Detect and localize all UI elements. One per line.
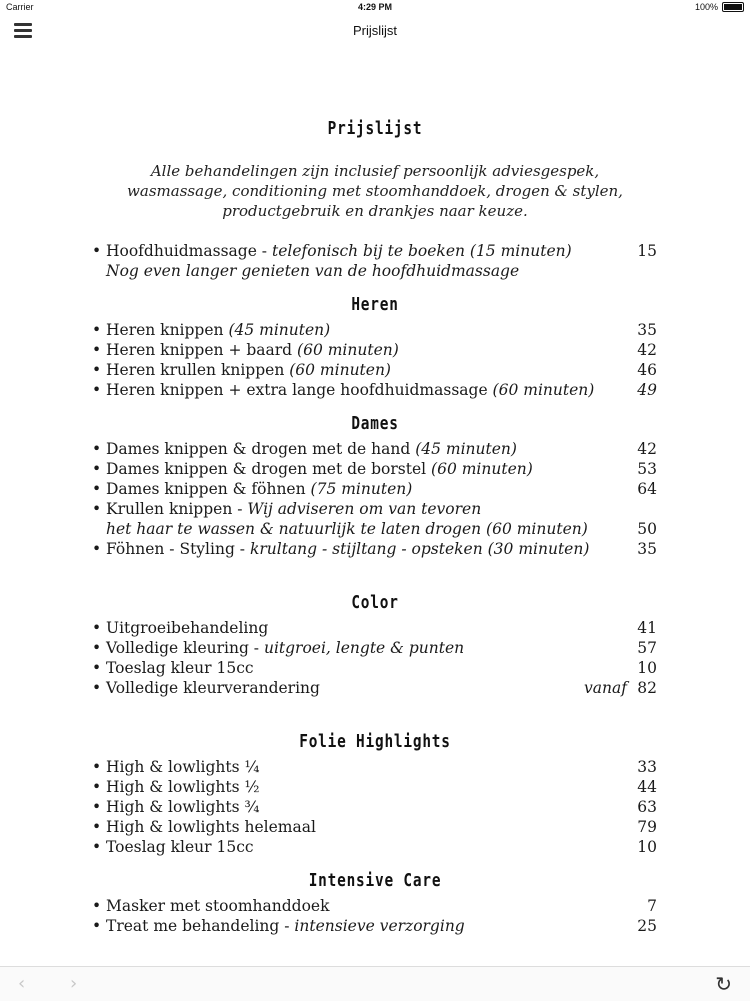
list-item: • High & lowlights ¼ 33 [92, 758, 657, 776]
doc-title: Prijslijst [327, 118, 423, 139]
price-list-document [0, 48, 750, 966]
list-item: • Dames knippen & drogen met de hand (45 minuten) 42 [92, 440, 657, 458]
price: 15 [637, 242, 657, 260]
section-heading-folie: Folie Highlights [299, 731, 451, 752]
list-item: • Dames knippen & föhnen (75 minuten) 64 [92, 480, 657, 498]
intro-text: Alle behandelingen zijn inclusief persoonlijk adviesgespek, wasmassage, conditioning met stoomhanddoek, drogen & stylen, productgebruik en drankjes naar keuze. [127, 162, 623, 220]
battery-percent: 100% [694, 2, 718, 12]
list-item: • Volledige kleuring - uitgroei, lengte & punten 57 [92, 639, 657, 657]
list-item: • Uitgroeibehandeling 41 [92, 619, 657, 637]
list-item: • Masker met stoomhanddoek 7 [92, 897, 657, 915]
bottom-toolbar [0, 966, 750, 1001]
back-arrow-icon[interactable]: ‹ [18, 973, 26, 994]
section-heading-dames: Dames [351, 413, 399, 434]
list-item: • Heren knippen + baard (60 minuten) 42 [92, 341, 657, 359]
list-item: • Heren knippen (45 minuten) 35 [92, 321, 657, 339]
list-item: • Heren krullen knippen (60 minuten) 46 [92, 361, 657, 379]
list-item: • High & lowlights ½ 44 [92, 778, 657, 796]
status-bar [0, 0, 750, 14]
reload-icon[interactable]: ↻ [715, 972, 732, 996]
page-title: Prijslijst [352, 23, 398, 38]
list-item: • Treat me behandeling - intensieve verzorging 25 [92, 917, 657, 935]
battery-indicator [695, 2, 744, 12]
list-item: • Föhnen - Styling - krultang - stijltang - opsteken (30 minuten) 35 [92, 540, 657, 558]
list-item: • High & lowlights ¾ 63 [92, 798, 657, 816]
list-item-note: Nog even langer genieten van de hoofdhuidmassage [106, 262, 520, 280]
list-item: • Dames knippen & drogen met de borstel (60 minuten) 53 [92, 460, 657, 478]
list-item: • Krullen knippen - Wij adviseren om van tevoren [92, 500, 482, 518]
list-item: • Toeslag kleur 15cc 10 [92, 659, 657, 677]
battery-icon [722, 2, 744, 12]
list-item: • Heren knippen + extra lange hoofdhuidmassage (60 minuten) 49 [92, 381, 657, 399]
section-heading-heren: Heren [351, 294, 399, 315]
list-item: • High & lowlights helemaal 79 [92, 818, 657, 836]
list-item: • Toeslag kleur 15cc 10 [92, 838, 657, 856]
list-item-continued: het haar te wassen & natuurlijk te laten drogen (60 minuten) 50 [106, 520, 657, 538]
section-heading-care: Intensive Care [308, 870, 442, 891]
carrier-label: Carrier [6, 2, 34, 12]
forward-arrow-icon[interactable]: › [70, 973, 78, 994]
clock: 4:29 PM [357, 2, 392, 12]
list-item: • Volledige kleurverandering vanaf 82 [92, 679, 657, 697]
nav-bar [0, 14, 750, 48]
list-item: • Hoofdhuidmassage - telefonisch bij te boeken (15 minuten) 15 [92, 242, 657, 260]
section-heading-color: Color [351, 592, 399, 613]
